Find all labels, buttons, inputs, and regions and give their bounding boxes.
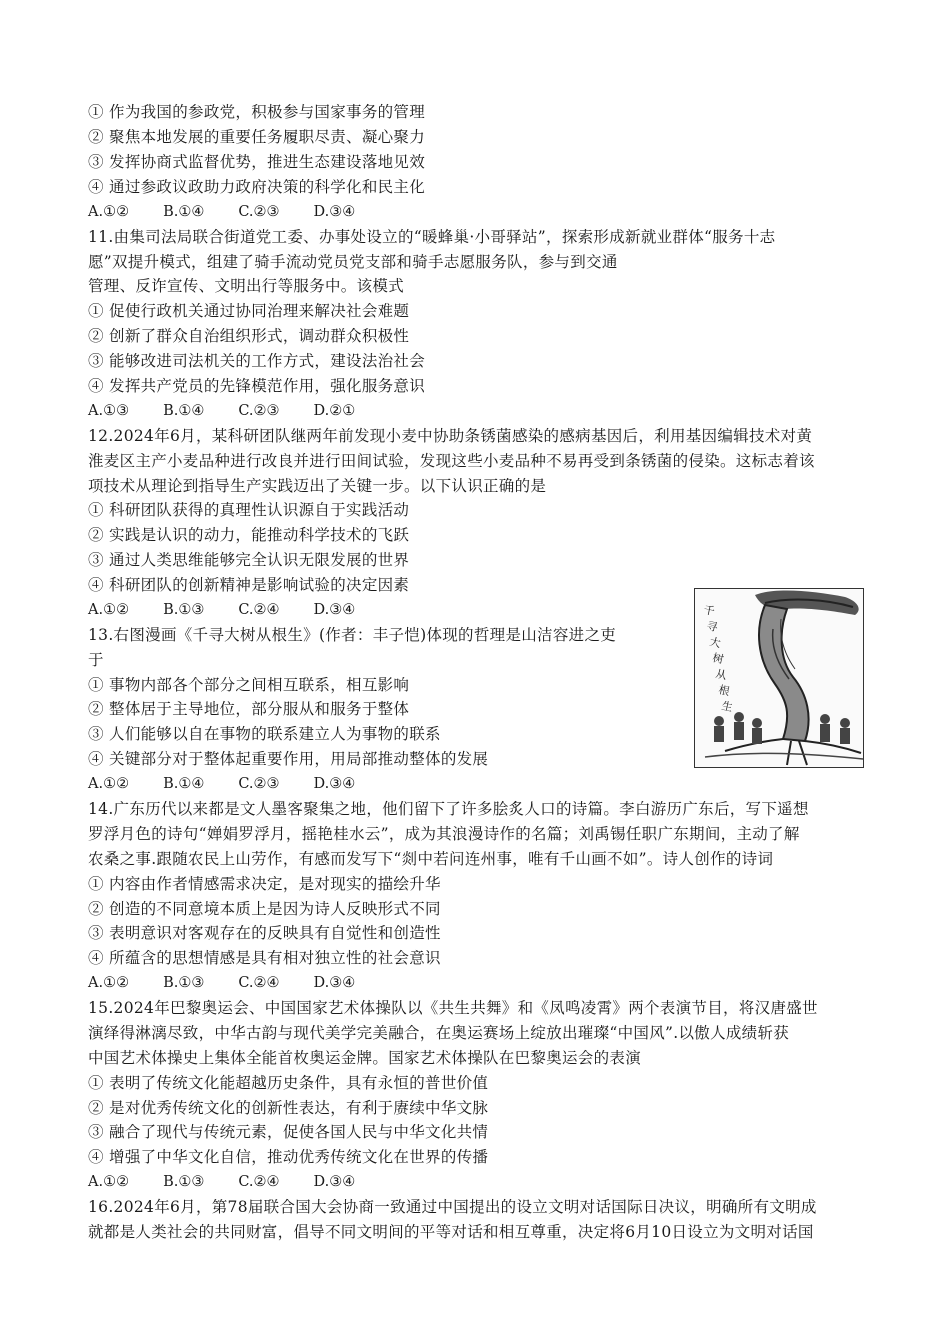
svg-text:寻: 寻 xyxy=(705,619,719,635)
choice-c: C.②④ xyxy=(238,975,280,991)
question-13-stem: 于 xyxy=(88,651,104,669)
option-line: ④ 发挥共产党员的先锋模范作用，强化服务意识 xyxy=(88,377,426,395)
answer-choices xyxy=(88,1171,355,1193)
option-line: ① 事物内部各个部分之间相互联系，相互影响 xyxy=(88,676,410,694)
option-line: ① 促使行政机关通过协同治理来解决社会难题 xyxy=(88,302,410,320)
choice-c: C.②③ xyxy=(238,776,280,792)
choice-b: B.①④ xyxy=(163,403,205,419)
choice-c: C.②③ xyxy=(238,403,280,419)
option-line: ③ 融合了现代与传统元素，促使各国人民与中华文化共情 xyxy=(88,1123,489,1141)
choice-a: A.①② xyxy=(88,602,130,618)
question-11-stem: 管理、反诈宣传、文明出行等服务中。该模式 xyxy=(88,277,405,295)
cartoon-caption xyxy=(702,603,734,714)
question-12-stem: 12.2024年6月，某科研团队继两年前发现小麦中协助条锈菌感染的感病基因后，利用基因编辑技术对黄 xyxy=(88,427,813,445)
choice-d: D.③④ xyxy=(313,975,356,991)
choice-c: C.②④ xyxy=(238,602,280,618)
option-line: ③ 能够改进司法机关的工作方式，建设法治社会 xyxy=(88,352,426,370)
question-14-stem: 罗浮月色的诗句“婵娟罗浮月，摇艳桂水云”，成为其浪漫诗作的名篇；刘禹锡任职广东期间，主动了解 xyxy=(88,825,800,843)
choice-b: B.①③ xyxy=(163,1174,205,1190)
question-15-stem: 中国艺术体操史上集体全能首枚奥运金牌。国家艺术体操队在巴黎奥运会的表演 xyxy=(88,1049,642,1067)
question-15-stem: 15.2024年巴黎奥运会、中国国家艺术体操队以《共生共舞》和《凤鸣凌霄》两个表演节目，将汉唐盛世 xyxy=(88,999,818,1017)
option-line: ④ 关键部分对于整体起重要作用，用局部推动整体的发展 xyxy=(88,750,489,768)
question-14-stem: 农桑之事.跟随农民上山劳作，有感而发写下“剡中若问连州事，唯有千山画不如”。诗人创作的诗词 xyxy=(88,850,774,868)
option-line: ① 作为我国的参政党，积极参与国家事务的管理 xyxy=(88,103,426,121)
cartoon-illustration xyxy=(694,588,864,768)
question-12-stem: 项技术从理论到指导生产实践迈出了关键一步。以下认识正确的是 xyxy=(88,477,547,495)
svg-text:从: 从 xyxy=(714,667,728,683)
option-line: ④ 增强了中华文化自信，推动优秀传统文化在世界的传播 xyxy=(88,1148,489,1166)
tree-cartoon-image xyxy=(695,589,864,768)
choice-d: D.③④ xyxy=(313,204,356,220)
option-line: ② 创造的不同意境本质上是因为诗人反映形式不同 xyxy=(88,900,441,918)
choice-d: D.②① xyxy=(313,403,356,419)
question-12-stem: 淮麦区主产小麦品种进行改良并进行田间试验，发现这些小麦品种不易再受到条锈菌的侵染。这标志着该 xyxy=(88,452,815,470)
option-line: ② 是对优秀传统文化的创新性表达，有利于赓续中华文脉 xyxy=(88,1099,489,1117)
answer-choices xyxy=(88,201,355,223)
option-line: ② 聚焦本地发展的重要任务履职尽责、凝心聚力 xyxy=(88,128,426,146)
choice-c: C.②④ xyxy=(238,1174,280,1190)
choice-a: A.①② xyxy=(88,1174,130,1190)
question-16-stem: 就都是人类社会的共同财富，倡导不同文明间的平等对话和相互尊重，决定将6月10日设立为文明对话国 xyxy=(88,1223,814,1241)
svg-text:大: 大 xyxy=(708,635,722,651)
option-line: ④ 所蕴含的思想情感是具有相对独立性的社会意识 xyxy=(88,949,441,967)
answer-choices xyxy=(88,400,355,422)
answer-choices xyxy=(88,773,355,795)
question-11-stem: 11.由集司法局联合街道党工委、办事处设立的“暖蜂巢·小哥驿站”，探索形成新就业群体“服务十志 xyxy=(88,228,776,246)
option-line: ① 内容由作者情感需求决定，是对现实的描绘升华 xyxy=(88,875,441,893)
option-line: ② 创新了群众自治组织形式，调动群众积极性 xyxy=(88,327,410,345)
question-13-stem: 13.右图漫画《千寻大树从根生》(作者：丰子恺)体现的哲理是山洁容进之吏 xyxy=(88,626,617,644)
option-line: ① 表明了传统文化能超越历史条件，具有永恒的普世价值 xyxy=(88,1074,489,1092)
option-line: ① 科研团队获得的真理性认识源自于实践活动 xyxy=(88,501,410,519)
option-line: ② 整体居于主导地位，部分服从和服务于整体 xyxy=(88,700,410,718)
answer-choices xyxy=(88,972,355,994)
choice-d: D.③④ xyxy=(313,602,356,618)
option-line: ③ 人们能够以自在事物的联系建立人为事物的联系 xyxy=(88,725,441,743)
option-line: ④ 科研团队的创新精神是影响试验的决定因素 xyxy=(88,576,410,594)
choice-a: A.①② xyxy=(88,776,130,792)
question-11-stem: 愿”双提升模式，组建了骑手流动党员党支部和骑手志愿服务队，参与到交通 xyxy=(88,253,618,271)
svg-text:树: 树 xyxy=(711,651,725,667)
answer-choices xyxy=(88,599,355,621)
choice-b: B.①③ xyxy=(163,602,205,618)
choice-d: D.③④ xyxy=(313,1174,356,1190)
choice-d: D.③④ xyxy=(313,776,356,792)
option-line: ④ 通过参政议政助力政府决策的科学化和民主化 xyxy=(88,178,426,196)
question-14-stem: 14.广东历代以来都是文人墨客聚集之地，他们留下了许多脍炙人口的诗篇。李白游历广东后，写下遥想 xyxy=(88,800,809,818)
question-16-stem: 16.2024年6月，第78届联合国大会协商一致通过中国提出的设立文明对话国际日决议，明确所有文明成 xyxy=(88,1198,817,1216)
svg-text:根: 根 xyxy=(717,683,731,699)
choice-c: C.②③ xyxy=(238,204,280,220)
svg-text:生: 生 xyxy=(720,699,734,715)
choice-a: A.①② xyxy=(88,975,130,991)
choice-b: B.①④ xyxy=(163,204,205,220)
choice-b: B.①④ xyxy=(163,776,205,792)
choice-a: A.①③ xyxy=(88,403,130,419)
option-line: ③ 表明意识对客观存在的反映具有自觉性和创造性 xyxy=(88,924,441,942)
svg-text:千: 千 xyxy=(702,603,716,619)
option-line: ② 实践是认识的动力，能推动科学技术的飞跃 xyxy=(88,526,410,544)
choice-b: B.①③ xyxy=(163,975,205,991)
choice-a: A.①② xyxy=(88,204,130,220)
option-line: ③ 发挥协商式监督优势，推进生态建设落地见效 xyxy=(88,153,426,171)
question-15-stem: 演绎得淋漓尽致，中华古韵与现代美学完美融合，在奥运赛场上绽放出璀璨“中国风”.以傲人成绩斩获 xyxy=(88,1024,790,1042)
option-line: ③ 通过人类思维能够完全认识无限发展的世界 xyxy=(88,551,410,569)
